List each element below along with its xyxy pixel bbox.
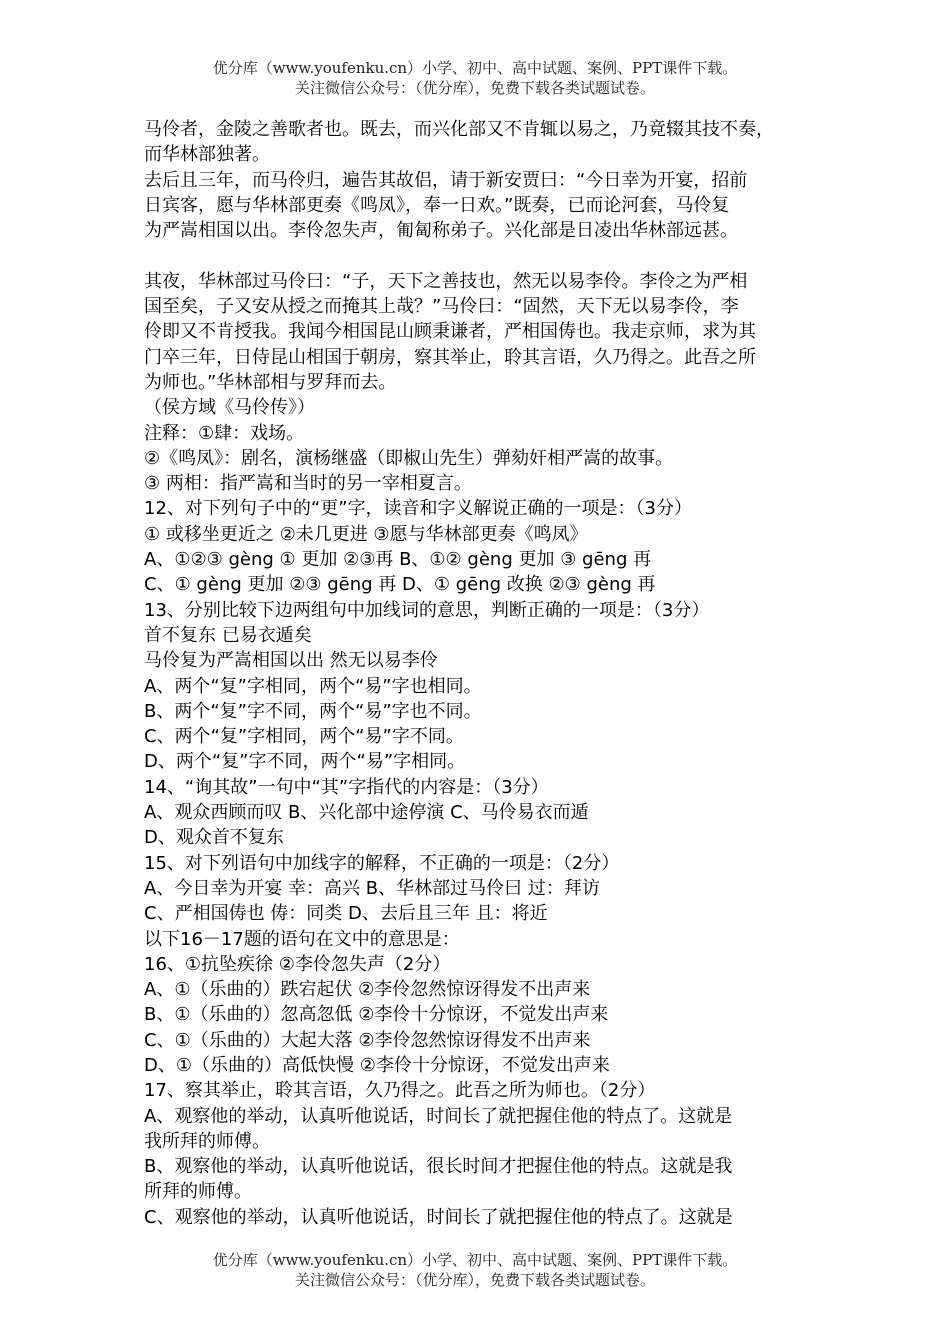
text-line: ③ 两相：指严嵩和当时的另一宰相夏言。 (144, 473, 472, 495)
text-line: A、今日幸为开宴 幸：高兴 B、华林部过马伶曰 过：拜访 (144, 877, 600, 899)
text-line: B、①（乐曲的）忽高忽低 ②李伶十分惊讶，不觉发出声来 (144, 1004, 609, 1026)
text-line: C、严相国俦也 俦：同类 D、去后且三年 且：将近 (144, 903, 548, 925)
text-line: C、① gèng 更加 ②③ gēng 再 D、① gēng 改换 ②③ gèng 再 (144, 574, 656, 596)
document-body (144, 117, 814, 1230)
text-line: 14、“询其故”一句中“其”字指代的内容是：（3分） (144, 776, 549, 798)
text-line: 15、对下列语句中加线字的解释，不正确的一项是：（2分） (144, 852, 620, 874)
text-line: 为师也。”华林部相与罗拜而去。 (144, 371, 397, 393)
text-line: 门卒三年，日侍昆山相国于朝房，察其举止，聆其言语，久乃得之。此吾之所 (144, 346, 756, 368)
text-line: C、两个“复”字相同，两个“易”字不同。 (144, 726, 464, 748)
text-line: 17、察其举止，聆其言语，久乃得之。此吾之所为师也。（2分） (144, 1080, 656, 1102)
text-line: 其夜，华林部过马伶曰：“子，天下之善技也，然无以易李伶。李伶之为严相 (144, 270, 748, 292)
text-line: A、观众西顾而叹 B、兴化部中途停演 C、马伶易衣而遁 (144, 802, 589, 824)
text-line: ②《鸣凤》：剧名，演杨继盛（即椒山先生）弹劾奸相严嵩的故事。 (144, 447, 674, 469)
text-line: A、观察他的举动，认真听他说话，时间长了就把握住他的特点了。这就是 (144, 1105, 733, 1127)
footer-line-1: 优分库（www.youfenku.cn）小学、初中、高中试题、案例、PPT课件下载。 (212, 1251, 738, 1269)
text-line: C、①（乐曲的）大起大落 ②李伶忽然惊讶得发不出声来 (144, 1029, 591, 1051)
text-line: （侯方域《马伶传》） (144, 397, 315, 419)
text-line: B、两个“复”字不同，两个“易”字也不同。 (144, 700, 482, 722)
text-line: 注释：①肆：戏场。 (144, 422, 305, 444)
text-line: 伶即又不肯授我。我闻今相国昆山顾秉谦者，严相国俦也。我走京师，求为其 (144, 321, 756, 343)
text-line: 13、分别比较下边两组句中加线词的意思，判断正确的一项是：（3分） (144, 599, 710, 621)
text-line: 国至矣，子又安从授之而掩其上哉？”马伶曰：“固然，天下无以易李伶，李 (144, 296, 739, 318)
text-line: D、观众首不复东 (144, 827, 284, 849)
text-line: A、两个“复”字相同，两个“易”字也相同。 (144, 675, 482, 697)
text-line: 为严嵩相国以出。李伶忽失声，匍匐称弟子。兴化部是日凌出华林部远甚。 (144, 220, 738, 242)
text-line: D、①（乐曲的）高低快慢 ②李伶十分惊讶，不觉发出声来 (144, 1054, 610, 1076)
text-line: A、①（乐曲的）跌宕起伏 ②李伶忽然惊讶得发不出声来 (144, 979, 591, 1001)
text-line: D、两个“复”字不同，两个“易”字相同。 (144, 751, 466, 773)
text-line: 去后且三年，而马伶归，遍告其故侣，请于新安贾曰：“今日幸为开宴，招前 (144, 169, 748, 191)
text-line (144, 243, 814, 268)
text-line: C、观察他的举动，认真听他说话，时间长了就把握住他的特点了。这就是 (144, 1206, 733, 1228)
text-line: 首不复东 已易衣遁矣 (144, 624, 312, 646)
text-line: A、①②③ gèng ① 更加 ②③再 B、①② gèng 更加 ③ gēng 再 (144, 549, 652, 571)
text-line: 所拜的师傅。 (144, 1181, 252, 1203)
text-line: 马伶者，金陵之善歌者也。既去，而兴化部又不肯辄以易之，乃竟辍其技不奏， (144, 119, 774, 140)
text-line: 12、对下列句子中的“更”字，读音和字义解说正确的一项是：（3分） (144, 498, 693, 520)
text-line: ① 或移坐更近之 ②未几更进 ③愿与华林部更奏《鸣凤》 (144, 523, 588, 545)
page-header (0, 58, 950, 98)
text-line: 马伶复为严嵩相国以出 然无以易李伶 (144, 650, 438, 672)
header-line-1: 优分库（www.youfenku.cn）小学、初中、高中试题、案例、PPT课件下载。 (212, 59, 738, 77)
text-line: 我所拜的师傅。 (144, 1130, 270, 1152)
text-line: 日宾客，愿与华林部更奏《鸣凤》，奉一日欢。”既奏，已而论河套，马伶复 (144, 194, 730, 216)
text-line: B、观察他的举动，认真听他说话，很长时间才把握住他的特点。这就是我 (144, 1156, 733, 1178)
text-line: 16、①抗坠疾徐 ②李伶忽失声（2分） (144, 953, 451, 975)
page-footer (0, 1250, 950, 1290)
text-line: 而华林部独著。 (144, 144, 270, 166)
footer-line-2: 关注微信公众号：（优分库），免费下载各类试题试卷。 (294, 1271, 655, 1289)
header-line-2: 关注微信公众号：（优分库），免费下载各类试题试卷。 (294, 79, 655, 97)
text-line: 以下16－17题的语句在文中的意思是： (144, 928, 460, 950)
